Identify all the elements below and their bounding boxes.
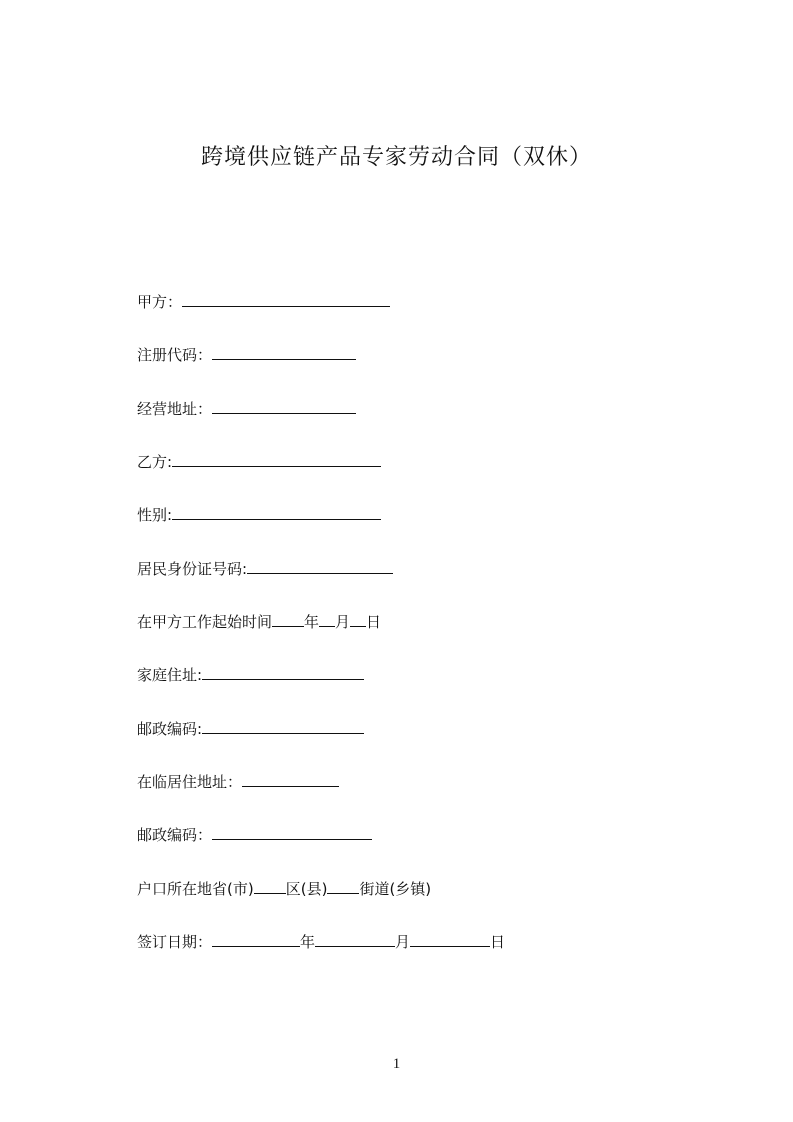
sign-day-label: 日: [490, 933, 506, 951]
temp-address-line: [137, 770, 339, 792]
postcode1-label: 邮政编码:: [137, 720, 203, 738]
id-number-label: 居民身份证号码:: [137, 560, 248, 578]
hukou-city-blank[interactable]: [254, 877, 286, 894]
biz-address-label: 经营地址：: [137, 400, 213, 418]
district-label: 区(县): [285, 880, 328, 898]
biz-address-line: [137, 397, 356, 419]
id-number-line: [137, 557, 393, 579]
street-label: 街道(乡镇): [359, 880, 432, 898]
start-month-blank[interactable]: [319, 610, 335, 627]
temp-address-label: 在临居住地址：: [137, 773, 243, 791]
party-a-blank[interactable]: [182, 290, 390, 307]
postcode1-blank[interactable]: [202, 717, 364, 734]
hukou-line: [137, 877, 431, 899]
reg-code-label: 注册代码：: [137, 346, 213, 364]
sign-date-label: 签订日期：: [137, 933, 213, 951]
sign-year-label: 年: [300, 933, 316, 951]
sign-month-blank[interactable]: [315, 930, 395, 947]
sign-day-blank[interactable]: [410, 930, 490, 947]
gender-blank[interactable]: [172, 503, 381, 520]
temp-address-blank[interactable]: [242, 770, 339, 787]
start-time-line: [137, 610, 381, 632]
sign-month-label: 月: [395, 933, 411, 951]
hukou-label: 户口所在地省(市): [137, 880, 254, 898]
start-month-label: 月: [335, 613, 351, 631]
postcode2-label: 邮政编码：: [137, 826, 213, 844]
gender-label: 性别:: [137, 506, 173, 524]
party-a-line: [137, 290, 390, 312]
gender-line: [137, 503, 381, 525]
home-address-line: [137, 663, 364, 685]
postcode2-blank[interactable]: [212, 823, 372, 840]
reg-code-line: [137, 343, 356, 365]
id-number-blank[interactable]: [247, 557, 393, 574]
postcode2-line: [137, 823, 372, 845]
home-address-blank[interactable]: [202, 663, 364, 680]
party-b-blank[interactable]: [172, 450, 381, 467]
start-year-label: 年: [304, 613, 320, 631]
start-day-blank[interactable]: [350, 610, 366, 627]
party-a-label: 甲方：: [137, 293, 183, 311]
biz-address-blank[interactable]: [212, 397, 356, 414]
reg-code-blank[interactable]: [212, 343, 356, 360]
start-year-blank[interactable]: [272, 610, 304, 627]
postcode1-line: [137, 717, 364, 739]
start-day-label: 日: [366, 613, 382, 631]
sign-year-blank[interactable]: [212, 930, 300, 947]
party-b-line: [137, 450, 381, 472]
hukou-district-blank[interactable]: [327, 877, 359, 894]
home-address-label: 家庭住址:: [137, 666, 203, 684]
party-b-label: 乙方:: [137, 453, 173, 471]
page-number: 1: [392, 1056, 401, 1072]
start-time-label: 在甲方工作起始时间: [137, 613, 273, 631]
document-title: 跨境供应链产品专家劳动合同（双休）: [200, 145, 592, 170]
sign-date-line: [137, 930, 505, 952]
